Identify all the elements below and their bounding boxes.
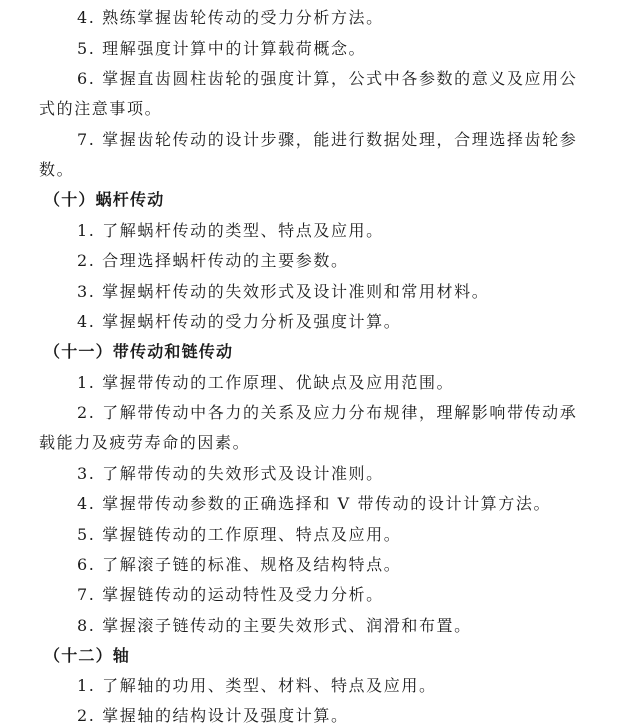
worm-item-1: 1. 了解蜗杆传动的类型、特点及应用。	[77, 221, 384, 240]
chain-item-7: 7. 掌握链传动的运动特性及受力分析。	[77, 585, 384, 604]
section-heading-belt-chain-drive: （十一）带传动和链传动	[44, 342, 234, 361]
shaft-item-2: 2. 掌握轴的结构设计及强度计算。	[77, 706, 349, 725]
section-heading-worm-drive: （十）蜗杆传动	[44, 190, 165, 209]
chain-item-8: 8. 掌握滚子链传动的主要失效形式、润滑和布置。	[77, 616, 472, 635]
belt-item-4: 4. 掌握带传动参数的正确选择和 V 带传动的设计计算方法。	[77, 494, 552, 513]
shaft-item-1: 1. 了解轴的功用、类型、材料、特点及应用。	[77, 676, 437, 695]
gear-item-7-continued: 数。	[39, 160, 75, 179]
belt-item-2-continued: 载能力及疲劳寿命的因素。	[39, 433, 251, 452]
belt-item-2: 2. 了解带传动中各力的关系及应力分布规律，理解影响带传动承	[77, 403, 578, 422]
gear-item-6-continued: 式的注意事项。	[39, 99, 163, 118]
gear-item-7: 7. 掌握齿轮传动的设计步骤，能进行数据处理，合理选择齿轮参	[77, 130, 578, 149]
worm-item-2: 2. 合理选择蜗杆传动的主要参数。	[77, 251, 349, 270]
section-heading-shaft: （十二）轴	[44, 646, 131, 665]
chain-item-6: 6. 了解滚子链的标准、规格及结构特点。	[77, 555, 402, 574]
worm-item-4: 4. 掌握蜗杆传动的受力分析及强度计算。	[77, 312, 402, 331]
belt-item-3: 3. 了解带传动的失效形式及设计准则。	[77, 464, 384, 483]
chain-item-5: 5. 掌握链传动的工作原理、特点及应用。	[77, 525, 402, 544]
gear-item-4: 4. 熟练掌握齿轮传动的受力分析方法。	[77, 8, 384, 27]
gear-item-5: 5. 理解强度计算中的计算载荷概念。	[77, 39, 367, 58]
gear-item-6: 6. 掌握直齿圆柱齿轮的强度计算，公式中各参数的意义及应用公	[77, 69, 578, 88]
worm-item-3: 3. 掌握蜗杆传动的失效形式及设计准则和常用材料。	[77, 282, 490, 301]
belt-item-1: 1. 掌握带传动的工作原理、优缺点及应用范围。	[77, 373, 455, 392]
